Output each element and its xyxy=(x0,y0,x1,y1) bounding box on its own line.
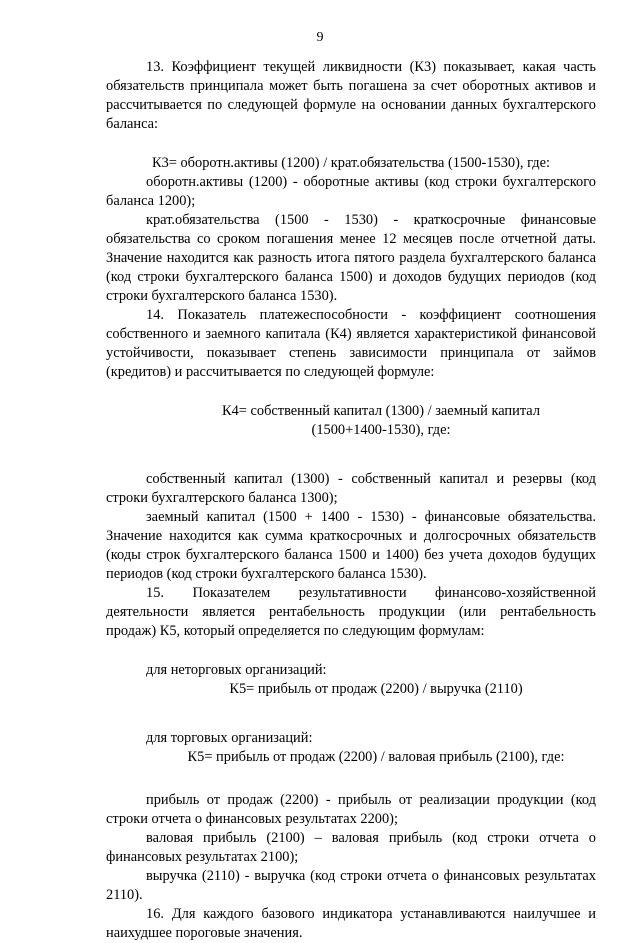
formula-k3: К3= оборотн.активы (1200) / крат.обязательства (1500-1530), где: xyxy=(151,155,550,171)
nontrade-label: для неторговых организаций: xyxy=(146,662,327,678)
paragraph-15: 15. Показателем результативности финансово-хозяйственной деятельности является рентабельность продукции (или рентабельность продаж) К5, который определяется по следующим формулам: xyxy=(106,585,596,639)
paragraph-13: 13. Коэффициент текущей ликвидности (К3) показывает, какая часть обязательств принципала может быть погашена за счет оборотных активов и рассчитывается по следующей формуле на основании данных бухгалтерского баланса: xyxy=(106,59,596,132)
trade-label: для торговых организаций: xyxy=(146,730,313,746)
definition-k5-sales-profit: прибыль от продаж (2200) - прибыль от реализации продукции (код строки отчета о финансовых результатах 2200); xyxy=(106,792,596,827)
definition-k4-equity: собственный капитал (1300) - собственный капитал и резервы (код строки бухгалтерского баланса 1300); xyxy=(106,471,596,506)
page-number: 9 xyxy=(316,30,324,45)
definition-k4-borrowed-capital: заемный капитал (1500 + 1400 - 1530) - финансовые обязательства. Значение находится как сумма краткосрочных и долгосрочных обязательств (коды строк бухгалтерского баланса 1500 и 1400) без учета доходов будущих периодов (код строки бухгалтерского баланса 1530). xyxy=(106,509,596,582)
formula-k4-line-2: (1500+1400-1530), где: xyxy=(311,422,451,438)
definition-k3-short-term-liabilities: крат.обязательства (1500 - 1530) - краткосрочные финансовые обязательства со сроком погашения менее 12 месяцев после отчетной даты. Значение находится как разность итога пятого раздела бухгалтерского баланса (код строки бухгалтерского баланса 1500) и доходов будущих периодов (код строки бухгалтерского баланса 1530). xyxy=(106,212,596,304)
paragraph-14: 14. Показатель платежеспособности - коэффициент соотношения собственного и заемного капитала (К4) является характеристикой финансовой устойчивости, показывает степень зависимости принципала от займов (кредитов) и рассчитывается по следующей формуле: xyxy=(106,307,596,380)
definition-k5-gross-profit: валовая прибыль (2100) – валовая прибыль (код строки отчета о финансовых результатах 2100); xyxy=(106,830,596,865)
document-body xyxy=(106,58,596,943)
formula-k5-trade: К5= прибыль от продаж (2200) / валовая прибыль (2100), где: xyxy=(187,749,565,765)
definition-k5-revenue: выручка (2110) - выручка (код строки отчета о финансовых результатах 2110). xyxy=(106,868,596,903)
paragraph-16: 16. Для каждого базового индикатора устанавливаются наилучшее и наихудшее пороговые значения. xyxy=(106,906,596,941)
formula-k4-line-1: К4= собственный капитал (1300) / заемный капитал xyxy=(221,403,540,419)
definition-k3-current-assets: оборотн.активы (1200) - оборотные активы (код строки бухгалтерского баланса 1200); xyxy=(106,174,596,209)
formula-k5-nontrade: К5= прибыль от продаж (2200) / выручка (2110) xyxy=(229,681,523,697)
